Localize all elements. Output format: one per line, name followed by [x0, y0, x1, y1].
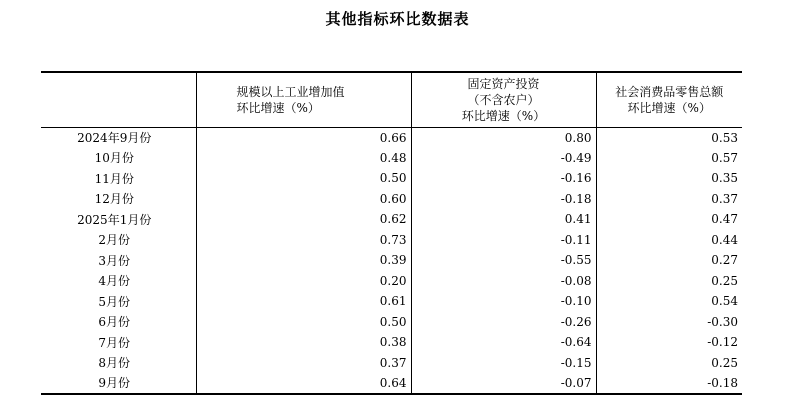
- period-cell: 12月份: [94, 192, 134, 207]
- investment-value-cell: -0.55: [411, 250, 596, 271]
- investment-value-cell: -0.49: [411, 148, 596, 169]
- period-cell: 3月份: [98, 253, 131, 268]
- table-header: [41, 72, 742, 127]
- industry-value-cell: 0.64: [196, 373, 411, 394]
- period-cell: 8月份: [98, 356, 131, 371]
- industry-value-cell: 0.38: [196, 332, 411, 353]
- industry-value-cell: 0.61: [196, 291, 411, 312]
- table-row: [41, 148, 742, 169]
- industry-value-cell: 0.50: [196, 312, 411, 333]
- industry-value-cell: 0.66: [196, 127, 411, 148]
- investment-value-cell: -0.64: [411, 332, 596, 353]
- header-investment-line: （不含农户）: [467, 92, 540, 107]
- period-cell: 11月份: [94, 171, 134, 186]
- table-row: [41, 271, 742, 292]
- table-row: [41, 127, 742, 148]
- retail-value-cell: 0.53: [596, 127, 742, 148]
- header-investment-line: 环比增速（%）: [461, 108, 546, 123]
- period-cell: 7月份: [98, 335, 131, 350]
- period-cell: 9月份: [98, 376, 131, 391]
- header-investment-line: 固定资产投资: [467, 76, 540, 91]
- table-row: [41, 189, 742, 210]
- investment-value-cell: -0.26: [411, 312, 596, 333]
- retail-value-cell: -0.30: [596, 312, 742, 333]
- header-retail-line: 社会消费品零售总额: [615, 84, 724, 99]
- investment-value-cell: -0.07: [411, 373, 596, 394]
- investment-value-cell: -0.16: [411, 168, 596, 189]
- table-row: [41, 353, 742, 374]
- investment-value-cell: -0.18: [411, 189, 596, 210]
- investment-value-cell: -0.10: [411, 291, 596, 312]
- retail-value-cell: -0.18: [596, 373, 742, 394]
- investment-value-cell: -0.11: [411, 230, 596, 251]
- retail-value-cell: 0.47: [596, 209, 742, 230]
- retail-value-cell: 0.37: [596, 189, 742, 210]
- table-row: [41, 209, 742, 230]
- industry-value-cell: 0.48: [196, 148, 411, 169]
- table-row: [41, 332, 742, 353]
- header-investment: [411, 72, 596, 127]
- industry-value-cell: 0.62: [196, 209, 411, 230]
- investment-value-cell: 0.41: [411, 209, 596, 230]
- header-period: [41, 72, 196, 127]
- period-cell: 10月份: [94, 151, 134, 166]
- industry-value-cell: 0.20: [196, 271, 411, 292]
- table-title: 其他指标环比数据表: [325, 10, 470, 28]
- industry-value-cell: 0.39: [196, 250, 411, 271]
- industry-value-cell: 0.37: [196, 353, 411, 374]
- table-row: [41, 312, 742, 333]
- header-industry-line: 规模以上工业增加值: [236, 84, 345, 99]
- retail-value-cell: 0.25: [596, 353, 742, 374]
- industry-value-cell: 0.50: [196, 168, 411, 189]
- table-row: [41, 291, 742, 312]
- retail-value-cell: 0.35: [596, 168, 742, 189]
- retail-value-cell: 0.54: [596, 291, 742, 312]
- period-cell: 2024年9月份: [77, 131, 152, 145]
- investment-value-cell: -0.08: [411, 271, 596, 292]
- industry-value-cell: 0.60: [196, 189, 411, 210]
- header-retail: [596, 72, 742, 127]
- table-body: [41, 127, 742, 394]
- indicator-table: [41, 71, 742, 395]
- table-row: [41, 250, 742, 271]
- retail-value-cell: -0.12: [596, 332, 742, 353]
- header-row: [41, 72, 742, 127]
- table-row: [41, 168, 742, 189]
- period-cell: 4月份: [98, 274, 131, 289]
- retail-value-cell: 0.57: [596, 148, 742, 169]
- industry-value-cell: 0.73: [196, 230, 411, 251]
- header-industry: [196, 72, 411, 127]
- retail-value-cell: 0.44: [596, 230, 742, 251]
- header-industry-line: 环比增速（%）: [236, 100, 320, 115]
- retail-value-cell: 0.27: [596, 250, 742, 271]
- period-cell: 6月份: [98, 315, 131, 330]
- investment-value-cell: -0.15: [411, 353, 596, 374]
- investment-value-cell: 0.80: [411, 127, 596, 148]
- period-cell: 2025年1月份: [77, 212, 152, 227]
- period-cell: 5月份: [98, 294, 131, 309]
- table-row: [41, 373, 742, 394]
- header-retail-line: 环比增速（%）: [627, 100, 711, 115]
- retail-value-cell: 0.25: [596, 271, 742, 292]
- table-row: [41, 230, 742, 251]
- period-cell: 2月份: [98, 233, 131, 248]
